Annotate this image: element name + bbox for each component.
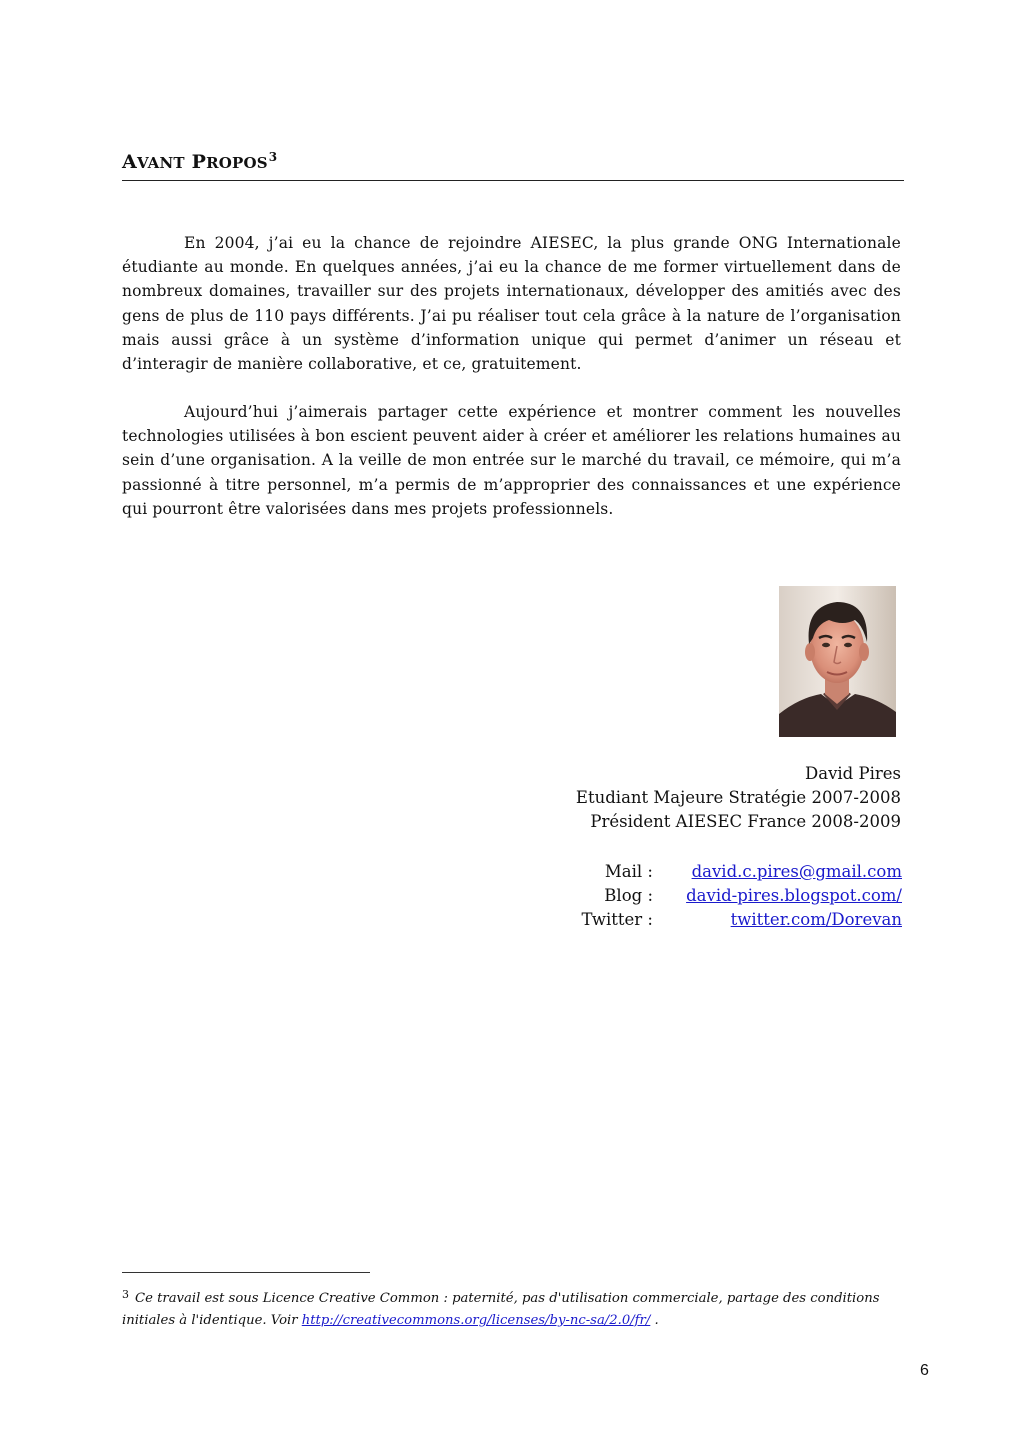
contact-label-blog: Blog : xyxy=(604,886,653,905)
contact-label-mail: Mail : xyxy=(604,862,653,881)
heading-word-vant: VANT xyxy=(136,154,185,172)
license-link[interactable]: http://creativecommons.org/licenses/by-nc-sa/2.0/fr/ xyxy=(301,1313,651,1328)
paragraph-2: Aujourd’hui j’aimerais partager cette expérience et montrer comment les nouvelles technologies utilisées à bon escient peuvent aider à créer et améliorer les relations humaines au sein d’une organisation. A la veille de mon entrée sur le marché du travail, ce mémoire, qui m’a passionné à titre personnel, m’a permis de m’approprier des connaissances et une expérience qui pourront être valorisées dans mes projets professionnels. xyxy=(122,403,901,518)
blog-link[interactable]: david-pires.blogspot.com/ xyxy=(686,886,902,905)
paragraph-1: En 2004, j’ai eu la chance de rejoindre AIESEC, la plus grande ONG Internationale étudiante au monde. En quelques années, j’ai eu la chance de me former virtuellement dans de nombreux domaines, travailler sur des projets internationaux, développer des amitiés avec des gens de plus de 110 pays différents. J’ai pu réaliser tout cela grâce à la nature de l’organisation mais aussi grâce à un système d’information unique qui permet d’animer un réseau et d’interagir de manière collaborative, et ce, gratuitement. xyxy=(122,234,901,374)
heading-letter-a: A xyxy=(122,151,137,173)
footnote-tail: . xyxy=(650,1313,659,1328)
author-photo xyxy=(779,586,896,737)
contact-row-blog xyxy=(540,884,902,908)
heading-footnote-ref[interactable]: 3 xyxy=(268,150,278,164)
signature-name: David Pires xyxy=(805,764,901,783)
page-number: 6 xyxy=(920,1362,929,1379)
footnote-mark: 3 xyxy=(122,1288,129,1301)
footnote-text: Ce travail est sous Licence Creative Common : paternité, pas d'utilisation commerciale, partage des conditions initiales à l'identique. Voir xyxy=(122,1291,880,1328)
signature-role-1: Etudiant Majeure Stratégie 2007-2008 xyxy=(575,788,901,807)
twitter-link[interactable]: twitter.com/Dorevan xyxy=(730,910,902,929)
footnote-separator xyxy=(122,1272,370,1273)
contact-row-mail xyxy=(540,860,902,884)
section-heading xyxy=(122,150,277,173)
heading-letter-p: P xyxy=(191,151,207,173)
heading-underline xyxy=(122,180,904,181)
contact-label-twitter: Twitter : xyxy=(581,910,653,929)
contact-row-twitter xyxy=(540,908,902,932)
mail-link[interactable]: david.c.pires@gmail.com xyxy=(691,862,902,881)
signature-role-2: Président AIESEC France 2008-2009 xyxy=(590,812,901,831)
footnote xyxy=(122,1284,882,1332)
heading-word-ropos: ROPOS xyxy=(206,154,268,172)
